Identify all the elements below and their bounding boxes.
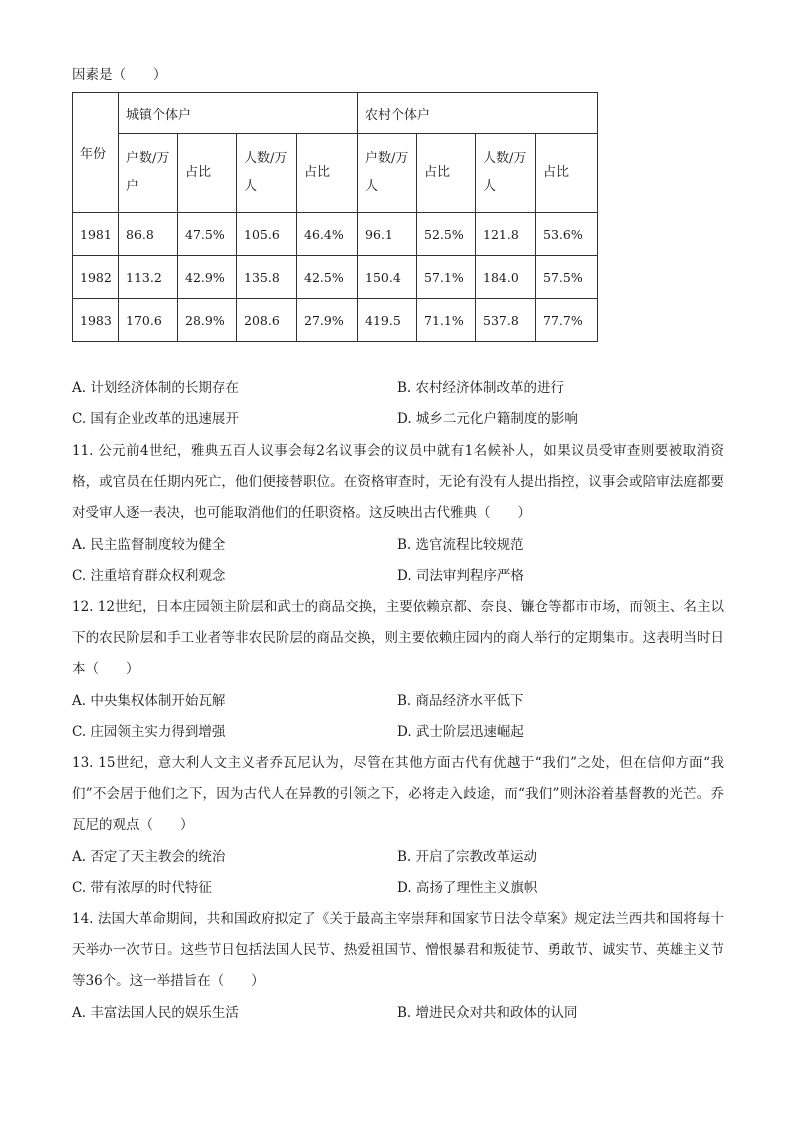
table-row — [73, 213, 598, 256]
sub-header: 占比 — [178, 134, 237, 213]
table-cell: 184.0 — [476, 256, 536, 299]
table-cell: 77.7% — [536, 299, 598, 342]
table-row — [73, 299, 598, 342]
table-cell: 208.6 — [237, 299, 297, 342]
year-cell: 1981 — [73, 213, 119, 256]
table-row — [73, 256, 598, 299]
sub-header: 占比 — [297, 134, 358, 213]
year-cell: 1983 — [73, 299, 119, 342]
table-cell: 42.9% — [178, 256, 237, 299]
table-cell: 135.8 — [237, 256, 297, 299]
table-cell: 86.8 — [119, 213, 178, 256]
urban-group-header: 城镇个体户 — [119, 93, 358, 134]
table-cell: 27.9% — [297, 299, 358, 342]
table-cell: 57.1% — [417, 256, 476, 299]
option-d[interactable]: D. 高扬了理性主义旗帜 — [397, 880, 538, 896]
sub-header: 人数/万人 — [476, 134, 536, 213]
table-cell: 52.5% — [417, 213, 476, 256]
option-a[interactable]: A. 民主监督制度较为健全 — [72, 537, 226, 553]
question-14: 14. 法国大革命期间，共和国政府拟定了《关于最高主宰崇拜和国家节日法令草案》规定法兰西共和国将每十天举办一次节日。这些节日包括法国人民节、热爱祖国节、憎恨暴君和叛徒节、勇敢节、诚实节、英雄主义节等36个。这一举措旨在（ ） — [72, 911, 724, 989]
option-a[interactable]: A. 中央集权体制开始瓦解 — [72, 693, 226, 709]
table-cell: 28.9% — [178, 299, 237, 342]
sub-header: 户数/万户 — [119, 134, 178, 213]
option-d[interactable]: D. 司法审判程序严格 — [397, 568, 524, 584]
question-13: 13. 15世纪，意大利人文主义者乔瓦尼认为，尽管在其他方面古代有优越于“我们”之处，但在信仰方面“我们”不会居于他们之下，因为古代人在异教的引领之下，必将走入歧途，而“我们”则沐浴着基督教的光芒。乔瓦尼的观点（ ） — [72, 755, 724, 833]
question-12: 12. 12世纪，日本庄园领主阶层和武士的商品交换，主要依赖京都、奈良、镰仓等都市市场，而领主、名主以下的农民阶层和手工业者等非农民阶层的商品交换，则主要依赖庄园内的商人举行的定期集市。这表明当时日本（ ） — [72, 599, 724, 677]
rural-group-header: 农村个体户 — [358, 93, 598, 134]
table-cell: 121.8 — [476, 213, 536, 256]
individual-households-table — [72, 92, 598, 342]
table-cell: 537.8 — [476, 299, 536, 342]
option-b[interactable]: B. 开启了宗教改革运动 — [397, 849, 538, 865]
table-cell: 57.5% — [536, 256, 598, 299]
year-cell: 1982 — [73, 256, 119, 299]
option-a[interactable]: A. 计划经济体制的长期存在 — [72, 380, 239, 396]
sub-header: 人数/万人 — [237, 134, 297, 213]
option-b[interactable]: B. 商品经济水平低下 — [397, 693, 524, 709]
question-11: 11. 公元前4世纪，雅典五百人议事会每2名议事会的议员中就有1名候补人，如果议员受审查则要被取消资格，或官员在任期内死亡，他们便接替职位。在资格审查时，无论有没有人提出指控，议事会或陪审法庭都要对受审人逐一表决，也可能取消他们的任职资格。这反映出古代雅典（ ） — [72, 443, 724, 521]
table-cell: 46.4% — [297, 213, 358, 256]
option-c[interactable]: C. 庄园领主实力得到增强 — [72, 724, 226, 740]
sub-header: 占比 — [536, 134, 598, 213]
option-a[interactable]: A. 否定了天主教会的统治 — [72, 849, 226, 865]
table-cell: 42.5% — [297, 256, 358, 299]
table-cell: 53.6% — [536, 213, 598, 256]
table-cell: 47.5% — [178, 213, 237, 256]
sub-header: 户数/万人 — [358, 134, 417, 213]
option-b[interactable]: B. 农村经济体制改革的进行 — [397, 380, 565, 396]
table-cell: 105.6 — [237, 213, 297, 256]
option-d[interactable]: D. 城乡二元化户籍制度的影响 — [397, 411, 578, 427]
option-a[interactable]: A. 丰富法国人民的娱乐生活 — [72, 1005, 239, 1021]
table-cell: 71.1% — [417, 299, 476, 342]
sub-header: 占比 — [417, 134, 476, 213]
option-b[interactable]: B. 增进民众对共和政体的认同 — [397, 1005, 578, 1021]
option-c[interactable]: C. 带有浓厚的时代特征 — [72, 880, 212, 896]
option-b[interactable]: B. 选官流程比较规范 — [397, 537, 524, 553]
question-10-intro: 因素是（ ） — [72, 67, 167, 83]
option-c[interactable]: C. 国有企业改革的迅速展开 — [72, 411, 239, 427]
table-cell: 113.2 — [119, 256, 178, 299]
table-cell: 96.1 — [358, 213, 417, 256]
option-d[interactable]: D. 武士阶层迅速崛起 — [397, 724, 524, 740]
table-cell: 170.6 — [119, 299, 178, 342]
table-cell: 419.5 — [358, 299, 417, 342]
option-c[interactable]: C. 注重培育群众权利观念 — [72, 568, 226, 584]
year-header: 年份 — [73, 93, 119, 213]
table-cell: 150.4 — [358, 256, 417, 299]
